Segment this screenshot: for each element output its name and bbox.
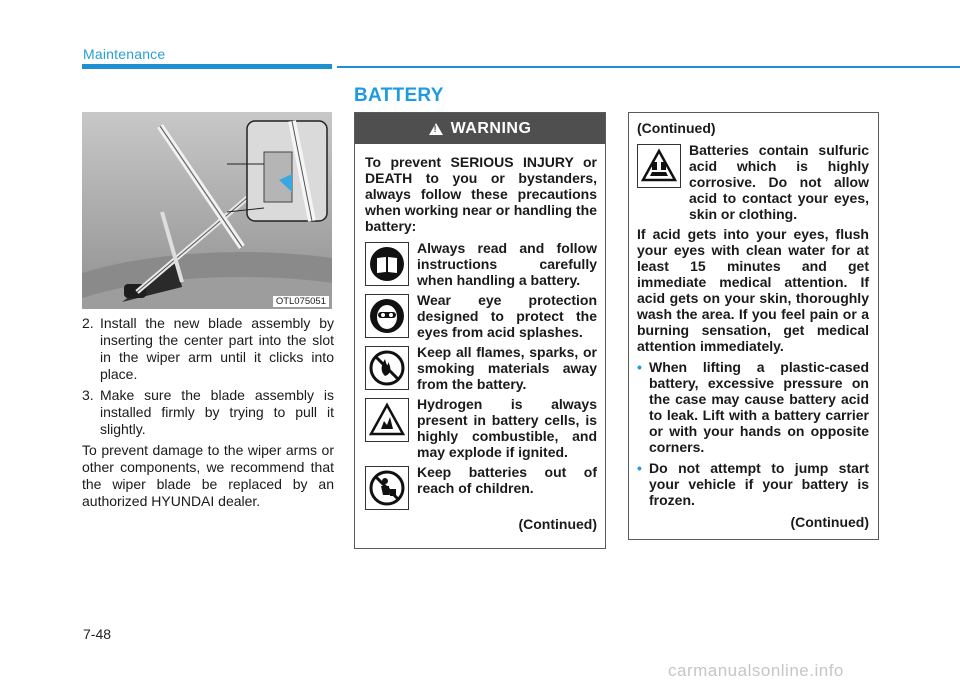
bullet-text: When lifting a plastic-cased battery, excessive pressure on the case may cause battery acid to leak. Lift with a battery carrier or with your hands on opposite corners. bbox=[649, 359, 869, 455]
warning-header bbox=[355, 113, 605, 144]
corrosive-acid-icon bbox=[637, 144, 681, 188]
manual-book-icon bbox=[365, 242, 409, 286]
warning-item-text: Keep all flames, sparks, or smoking materials away from the battery. bbox=[417, 344, 597, 392]
continued-top-label: (Continued) bbox=[637, 120, 716, 136]
step-item bbox=[82, 315, 334, 383]
instruction-steps bbox=[82, 315, 334, 510]
warning-continued-box bbox=[628, 112, 879, 540]
keep-away-children-icon bbox=[365, 466, 409, 510]
continued-label: (Continued) bbox=[518, 516, 597, 532]
warning-triangle-icon bbox=[429, 123, 443, 135]
warning-item bbox=[637, 142, 869, 222]
warning-item-text: Wear eye protection designed to protect the eyes from acid splashes. bbox=[417, 292, 597, 340]
wiper-blade-illustration bbox=[82, 112, 332, 309]
bullet-dot-icon: • bbox=[637, 460, 642, 476]
step-text: Install the new blade assembly by inserting the center part into the slot in the wiper arm until it clicks into place. bbox=[100, 315, 334, 382]
warning-title: WARNING bbox=[450, 119, 532, 137]
illustration-code: OTL075051 bbox=[273, 296, 329, 307]
warning-item bbox=[365, 344, 597, 392]
dealer-note: To prevent damage to the wiper arms or other components, we recommend that the wiper blade be replaced by an authorized HYUNDAI dealer. bbox=[82, 442, 334, 509]
watermark: carmanualsonline.info bbox=[668, 661, 844, 680]
section-heading: BATTERY bbox=[354, 85, 444, 106]
bullet-item bbox=[637, 460, 869, 508]
header-rule-right bbox=[337, 66, 960, 68]
warning-item bbox=[365, 240, 597, 288]
acid-warning-text: Batteries contain sulfuric acid which is highly corrosive. Do not allow acid to contact your eyes, skin or clothing. bbox=[689, 142, 869, 222]
page-number: 7-48 bbox=[83, 626, 112, 642]
warning-item-text: Always read and follow instructions carefully when handling a battery. bbox=[417, 240, 597, 288]
continued-label: (Continued) bbox=[790, 514, 869, 530]
section-label: Maintenance bbox=[83, 46, 166, 62]
warning-item bbox=[365, 292, 597, 340]
eye-protection-icon bbox=[365, 294, 409, 338]
bullet-text: Do not attempt to jump start your vehicle if your battery is frozen. bbox=[649, 460, 869, 508]
warning-item bbox=[365, 464, 597, 510]
warning-item bbox=[365, 396, 597, 460]
warning-item-text: Keep batteries out of reach of children. bbox=[417, 464, 597, 496]
warning-intro: To prevent SERIOUS INJURY or DEATH to you or bystanders, always follow these precautions when working near or handling the battery: bbox=[365, 154, 597, 234]
step-number: 2. bbox=[82, 315, 94, 331]
warning-item-text: Hydrogen is always present in battery cells, is highly combustible, and may explode if ignited. bbox=[417, 396, 597, 460]
step-item bbox=[82, 387, 334, 438]
no-flames-icon bbox=[365, 346, 409, 390]
step-text: Make sure the blade assembly is installed firmly by trying to pull it slightly. bbox=[100, 387, 334, 437]
warning-box bbox=[354, 112, 606, 549]
bullet-item bbox=[637, 359, 869, 455]
header-rule-left bbox=[82, 64, 332, 69]
bullet-dot-icon: • bbox=[637, 359, 642, 375]
acid-first-aid-paragraph: If acid gets into your eyes, flush your eyes with clean water for at least 15 minutes and get immediate medical attention. If acid gets on your skin, thoroughly wash the area. If you feel pain or a burning sensation, get medical attention immediately. bbox=[637, 226, 869, 354]
step-number: 3. bbox=[82, 387, 94, 403]
explosion-hazard-icon bbox=[365, 398, 409, 442]
